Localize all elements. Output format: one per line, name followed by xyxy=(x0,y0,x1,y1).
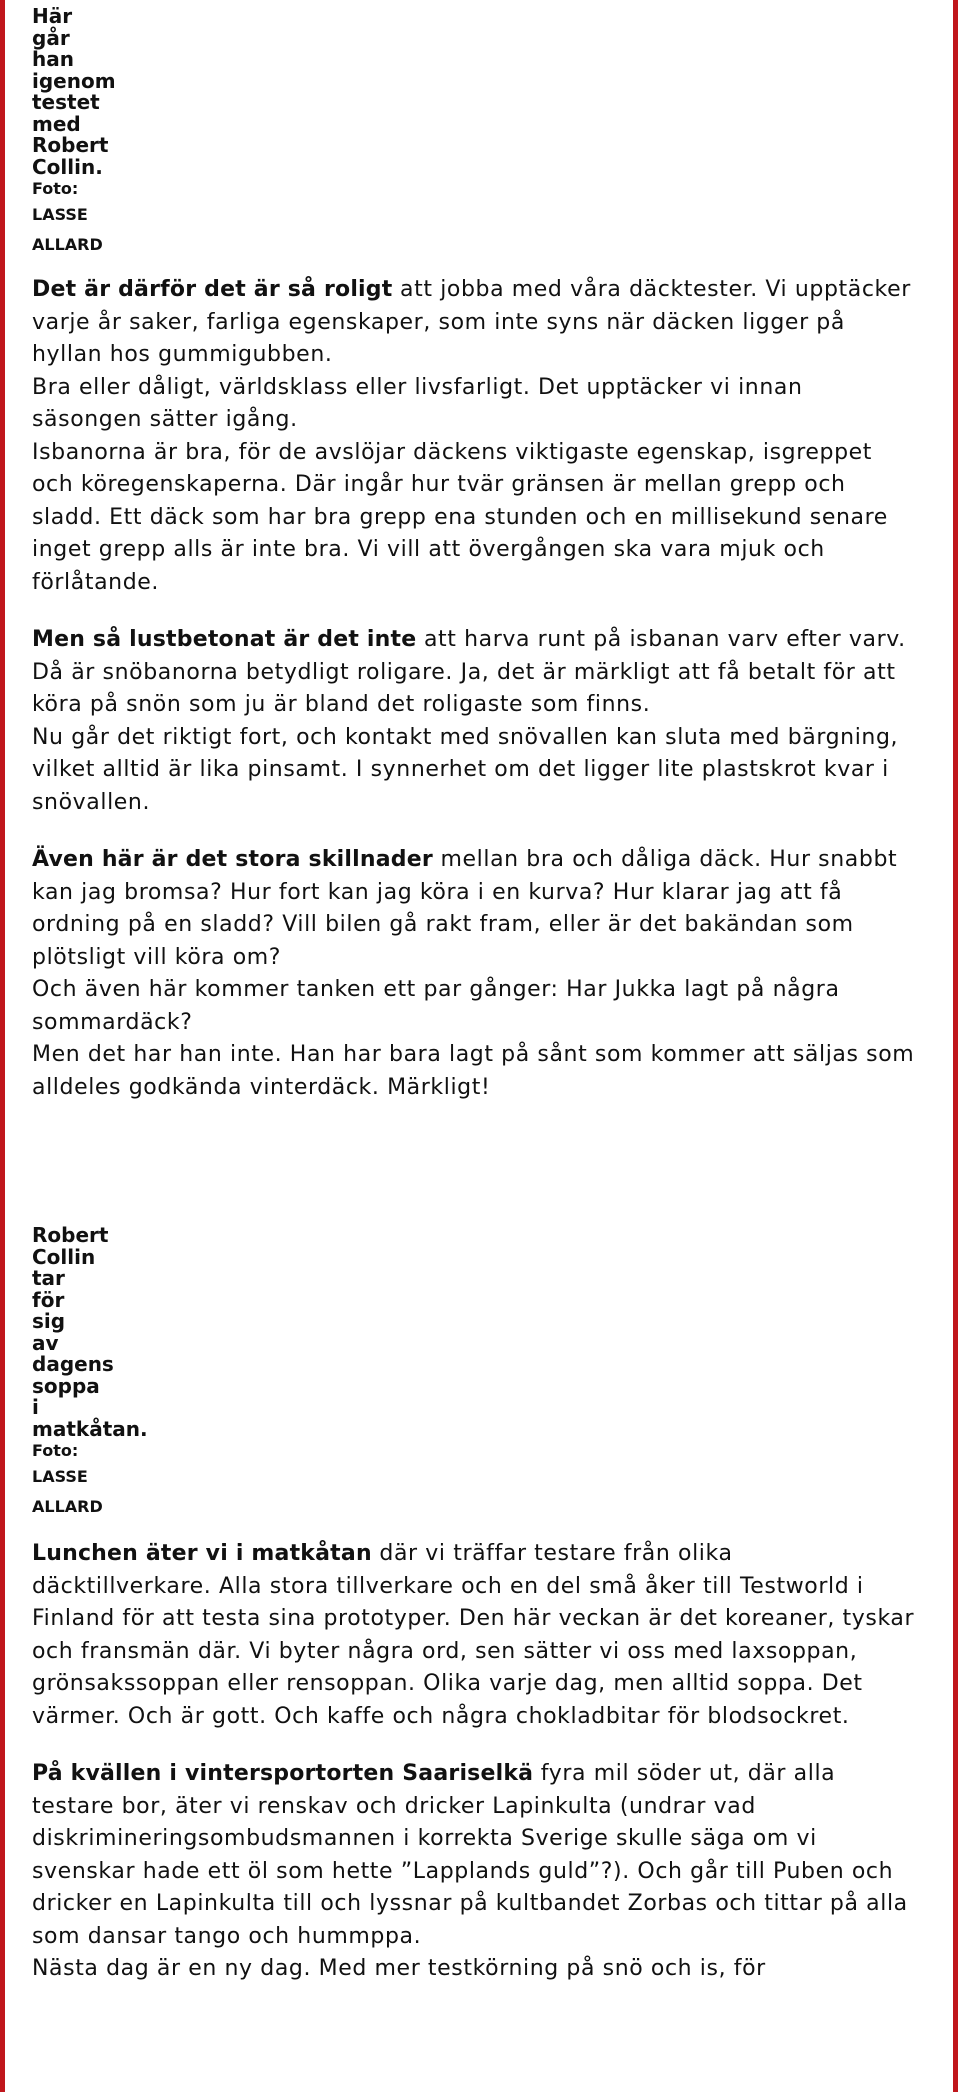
article-section xyxy=(32,844,917,1104)
article-body-bottom xyxy=(32,1538,917,1986)
paragraph-text: Nästa dag är en ny dag. Med mer testkörning på snö och is, för xyxy=(32,1956,766,1981)
paragraph-text: mellan bra och dåliga däck. Hur snabbt kan jag bromsa? Hur fort kan jag köra i en kurva? Hur klarar jag att få ordning på en sladd? Vill bilen gå rakt fram, eller är det bakändan som plötsligt vill köra om? xyxy=(32,847,898,970)
caption-word: av xyxy=(32,1330,59,1355)
caption-word: igenom xyxy=(32,68,116,93)
paragraph-text: Bra eller dåligt, världsklass eller livsfarligt. Det upptäcker vi innan säsongen sätter igång. xyxy=(32,374,803,432)
article-body-top xyxy=(32,274,917,1104)
paragraph-text: Nu går det riktigt fort, och kontakt med snövallen kan sluta med bärgning, vilket alltid är lika pinsamt. I synnerhet om det ligger lite plastskrot kvar i snövallen. xyxy=(32,724,899,815)
caption-word: testet xyxy=(32,90,100,114)
caption-word: i xyxy=(32,1395,39,1419)
caption-word: Här xyxy=(32,4,73,28)
caption-word: Collin xyxy=(32,1244,96,1269)
paragraph-lead: Det är därför det är så roligt xyxy=(32,277,393,302)
paragraph-lead: På kvällen i vintersportorten Saariselkä xyxy=(32,1761,534,1786)
caption-word: matkåtan. xyxy=(32,1416,148,1441)
article-content xyxy=(32,6,917,2011)
paragraph xyxy=(32,274,917,372)
photographer-last-name: ALLARD xyxy=(32,235,103,254)
paragraph xyxy=(32,624,917,722)
paragraph-lead: Lunchen äter vi i matkåtan xyxy=(32,1541,372,1566)
paragraph xyxy=(32,1758,917,1953)
photo-credit-label: Foto: xyxy=(32,1441,79,1460)
photographer-last-name: ALLARD xyxy=(32,1497,103,1516)
caption-word: tar xyxy=(32,1266,65,1290)
left-margin-rule xyxy=(0,0,5,2092)
paragraph-text: Och även här kommer tanken ett par gånger: Har Jukka lagt på några sommardäck? xyxy=(32,977,840,1035)
paragraph xyxy=(32,844,917,974)
paragraph xyxy=(32,1039,917,1104)
caption-word: Collin. xyxy=(32,154,103,179)
photographer-first-name: LASSE xyxy=(32,205,88,224)
caption-word: Robert xyxy=(32,1223,109,1247)
paragraph-text: att jobba med våra däcktester. Vi upptäcker varje år saker, farliga egenskaper, som inte syns när däcken ligger på hyllan hos gummigubben. xyxy=(32,277,911,367)
paragraph-text: Isbanorna är bra, för de avslöjar däckens viktigaste egenskap, isgreppet och köregenskaperna. Där ingår hur tvär gränsen är mellan grepp och sladd. Ett däck som har bra grepp ena stunden och en millisekund senare inget grepp alls är inte bra. Vi vill att övergången ska vara mjuk och förlåtande. xyxy=(32,439,888,595)
caption-word: Robert xyxy=(32,133,109,157)
paragraph-text: Men det har han inte. Han har bara lagt på sånt som kommer att säljas som alldeles godkända vinterdäck. Märkligt! xyxy=(32,1042,915,1100)
image-placeholder-space xyxy=(32,1129,917,1225)
caption-word: dagens xyxy=(32,1352,114,1376)
caption-word: med xyxy=(32,111,81,136)
photographer-first-name: LASSE xyxy=(32,1467,88,1486)
caption-word: sig xyxy=(32,1309,66,1333)
article-section xyxy=(32,624,917,819)
paragraph-text: att harva runt på isbanan varv efter varv. Då är snöbanorna betydligt roligare. Ja, det är märkligt att få betalt för att köra på snön som ju är bland det roligaste som finns. xyxy=(32,627,906,717)
paragraph-lead: Men så lustbetonat är det inte xyxy=(32,627,417,652)
caption-word: går xyxy=(32,25,70,50)
article-section xyxy=(32,1538,917,1733)
photo-caption xyxy=(32,6,172,260)
photo-credit-label: Foto: xyxy=(32,179,79,198)
paragraph xyxy=(32,722,917,820)
article-section xyxy=(32,1758,917,1986)
paragraph-text: fyra mil söder ut, där alla testare bor, äter vi renskav och dricker Lapinkulta (undrar vad diskrimineringsombudsmannen i korrekta Sverige skulle säga om vi svenskar hade ett öl som hette ”Lapplands guld”?). Och går till Puben och dricker en Lapinkulta till och lyssnar på kultbandet Zorbas och tittar på alla som dansar tango och hummppa. xyxy=(32,1761,908,1949)
paragraph xyxy=(32,974,917,1039)
paragraph-lead: Även här är det stora skillnader xyxy=(32,847,433,872)
paragraph xyxy=(32,437,917,600)
article-section xyxy=(32,274,917,599)
paragraph xyxy=(32,372,917,437)
caption-word: för xyxy=(32,1287,65,1312)
paragraph xyxy=(32,1538,917,1733)
caption-word: han xyxy=(32,47,74,71)
paragraph-text: där vi träffar testare från olika däcktillverkare. Alla stora tillverkare och en del små åker till Testworld i Finland för att testa sina prototyper. Den här veckan är det koreaner, tyskar och fransmän där. Vi byter några ord, sen sätter vi oss med laxsoppan, grönsakssoppan eller rensoppan. Olika varje dag, men alltid soppa. Det värmer. Och är gott. Och kaffe och några chokladbitar för blodsockret. xyxy=(32,1541,915,1729)
right-margin-rule xyxy=(953,0,958,2092)
photo-caption xyxy=(32,1225,172,1522)
paragraph xyxy=(32,1953,917,1986)
caption-word: soppa xyxy=(32,1373,100,1398)
